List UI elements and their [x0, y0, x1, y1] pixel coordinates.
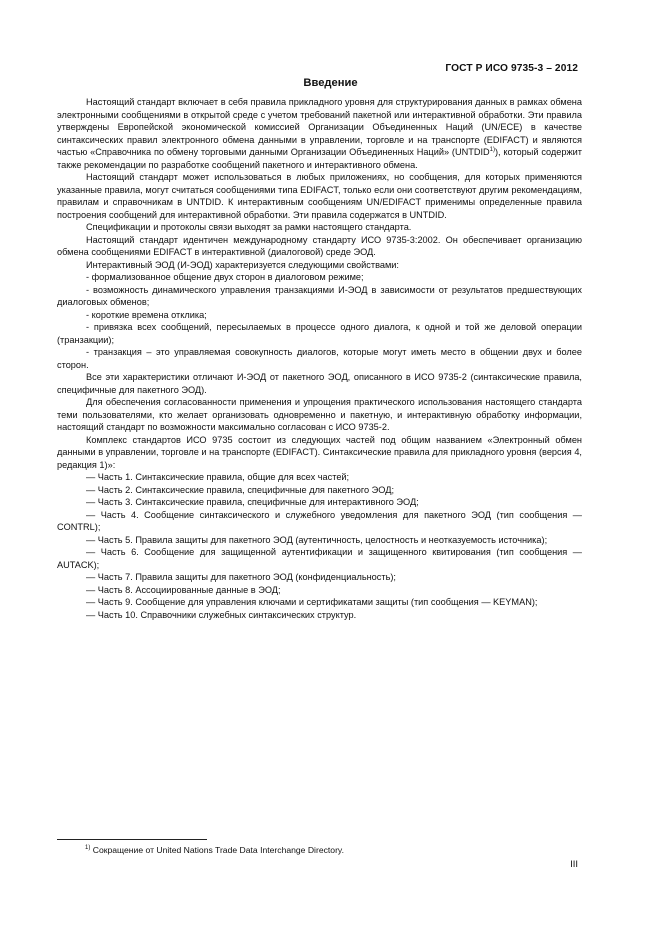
paragraph: Настоящий стандарт включает в себя правила прикладного уровня для структурирования данных в рамках обмена электронными сообщениями в открытой среде с учетом требований пакетной или интерактивной обработки. Эти правила утверждены Европейской экономической комиссией Организации Объединенных Наций (UN/ECE) в качестве синтаксических правил электронного обмена данными в управлении, торговле и на транспорте (EDIFACT) и являются частью «Справочника по обмену торговыми данными Организации Объединенных Наций» (UNTDID$^{1)}$), который содержит также рекомендации по разработке сообщений пакетного и интерактивного обмена. — [57, 97, 582, 170]
list-item: — Часть 2. Синтаксические правила, специфичные для пакетного ЭОД; — [86, 484, 394, 495]
list-item: — Часть 3. Синтаксические правила, специфичные для интерактивного ЭОД; — [86, 497, 419, 507]
list-item: — Часть 8. Ассоциированные данные в ЭОД; — [86, 584, 281, 595]
footnote-reference: 1) — [489, 146, 495, 153]
list-item: — Часть 10. Справочники служебных синтаксических структур. — [86, 609, 357, 620]
paragraph: Комплекс стандартов ИСО 9735 состоит из следующих частей под общим названием «Электронный обмен данными в управлении, торговле и на транспорте (EDIFACT). Синтаксические правила для прикладного уровня (версия 4, редакция 1)»: — [57, 434, 582, 470]
paragraph: Настоящий стандарт может использоваться в любых приложениях, но сообщения, для которых применяются указанные правила, могут считаться сообщениями типа EDIFACT, только если они соответствуют другим рекомендациям, правилам и справочникам в UNTDID. К интерактивным сообщениям UN/EDIFACT применимы определенные правила построения сообщений для интерактивной обработки. Эти правила содержатся в UNTDID. — [57, 172, 582, 220]
section-title: Введение — [303, 77, 358, 89]
paragraph: Для обеспечения согласованности применения и упрощения практического использования настоящего стандарта теми пользователями, кто желает организовать одновременно и пакетную, и интерактивную обработку информации, настоящий стандарт по возможности максимально согласован с ИСО 9735-2. — [57, 397, 582, 432]
body-text — [57, 96, 582, 621]
document-id-header: ГОСТ Р ИСО 9735-3 – 2012 — [445, 63, 578, 74]
list-item: — Часть 6. Сообщение для защищенной аутентификации и защищенного квитирования (тип сообщения — AUTACK); — [57, 547, 582, 570]
paragraph: Все эти характеристики отличают И-ЭОД от пакетного ЭОД, описанного в ИСО 9735-2 (синтаксические правила, специфичные для пакетного ЭОД). — [57, 372, 582, 395]
list-item: - транзакция – это управляемая совокупность диалогов, которые могут иметь место в общении двух и более сторон. — [57, 347, 582, 370]
footnote — [85, 845, 344, 855]
list-item: - возможность динамического управления транзакциями И-ЭОД в зависимости от результатов предшествующих диалоговых обменов; — [57, 284, 582, 307]
paragraph: Настоящий стандарт идентичен международному стандарту ИСО 9735-3:2002. Он обеспечивает организацию обмена сообщениями EDIFACT в интерактивной (диалоговой) среде ЭОД. — [57, 234, 582, 257]
list-item: — Часть 7. Правила защиты для пакетного ЭОД (конфиденциальность); — [86, 572, 396, 582]
paragraph: Спецификации и протоколы связи выходят за рамки настоящего стандарта. — [86, 222, 412, 232]
list-item: — Часть 4. Сообщение синтаксического и служебного уведомления для пакетного ЭОД (тип сообщения — CONTRL); — [57, 509, 582, 532]
footnote-mark: 1) — [85, 845, 91, 852]
footnote-divider — [57, 839, 207, 840]
list-item: — Часть 5. Правила защиты для пакетного ЭОД (аутентичность, целостность и неотказуемость источника); — [86, 534, 548, 545]
list-item: — Часть 9. Сообщение для управления ключами и сертификатами защиты (тип сообщения — KEYMAN); — [86, 597, 538, 607]
paragraph: Интерактивный ЭОД (И-ЭОД) характеризуется следующими свойствами: — [86, 259, 399, 270]
footnote-text: Сокращение от United Nations Trade Data Interchange Directory. — [90, 845, 344, 855]
list-item: — Часть 1. Синтаксические правила, общие для всех частей; — [86, 472, 350, 482]
list-item: - привязка всех сообщений, пересылаемых в процессе одного диалога, к одной и той же деловой операции (транзакции); — [57, 322, 582, 345]
list-item: - формализованное общение двух сторон в диалоговом режиме; — [86, 272, 364, 282]
page-number: III — [570, 859, 578, 870]
list-item: - короткие времена отклика; — [86, 309, 207, 320]
